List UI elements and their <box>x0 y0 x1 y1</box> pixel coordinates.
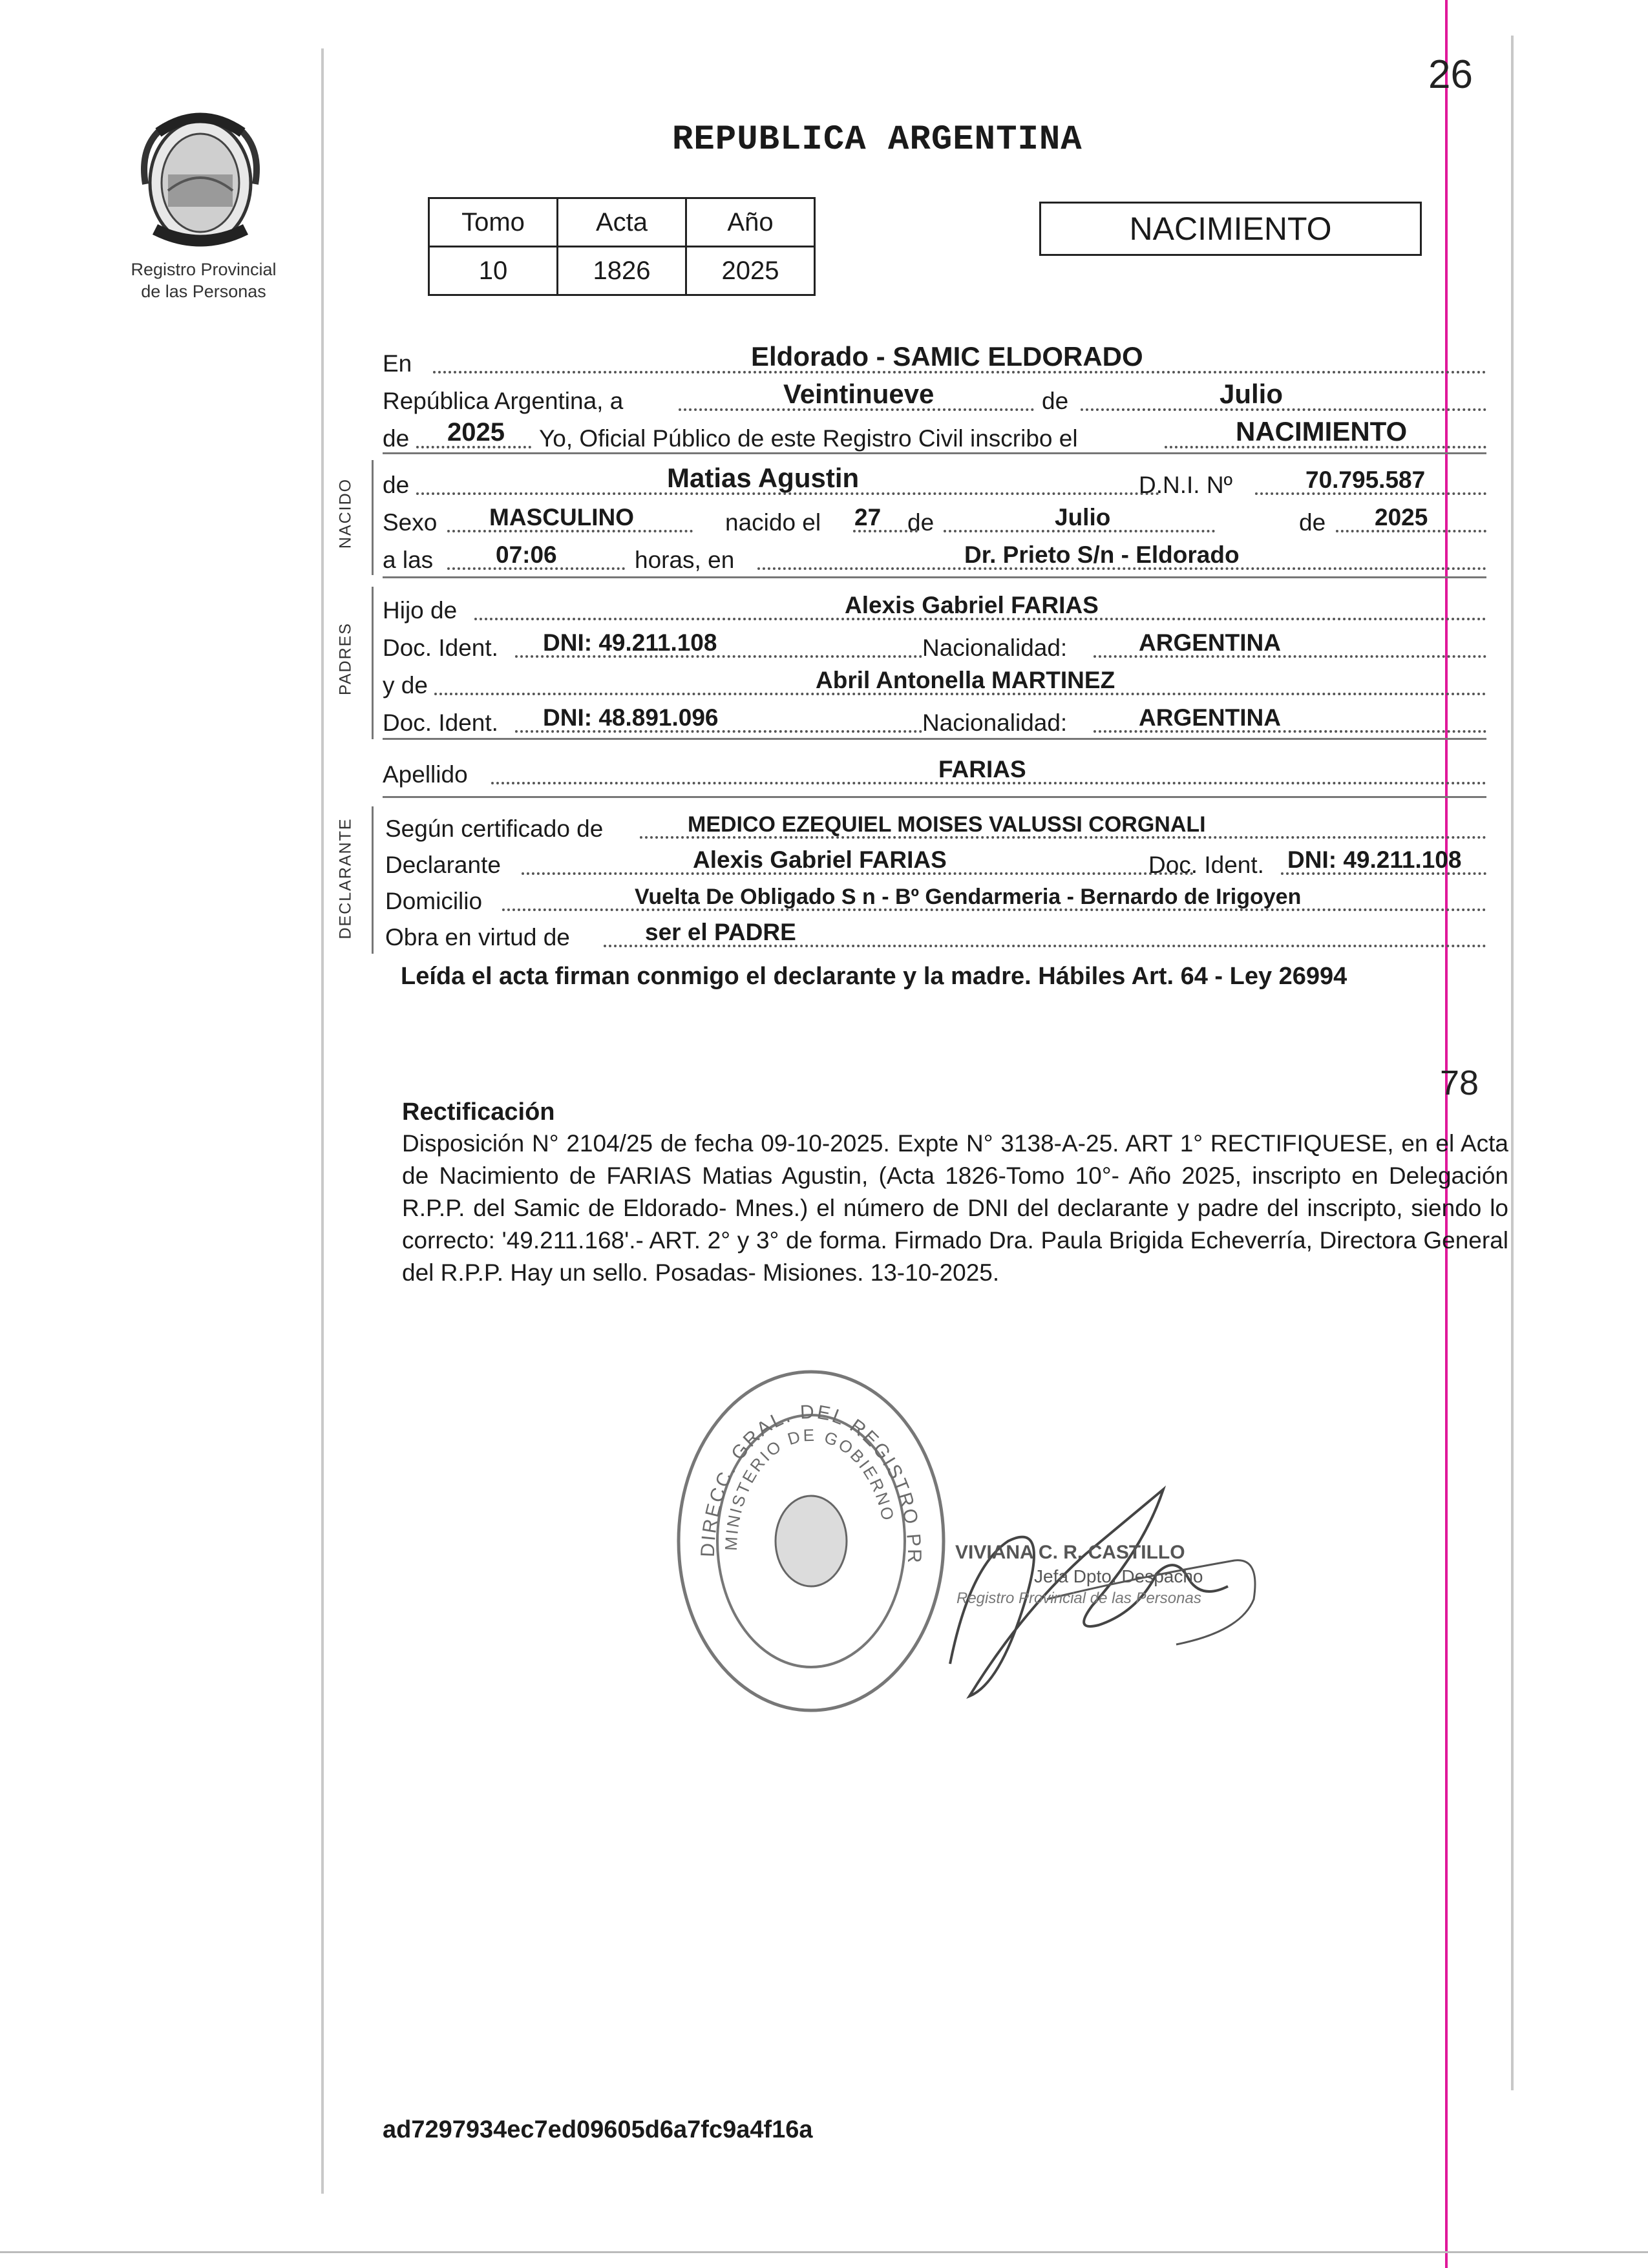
signatory-name: VIVIANA C. R. CASTILLO <box>955 1542 1185 1563</box>
document-title: REPUBLICA ARGENTINA <box>672 120 1083 160</box>
declarant-name-value: Alexis Gabriel FARIAS <box>693 846 947 873</box>
father-name-value: Alexis Gabriel FARIAS <box>845 592 1099 618</box>
record-table <box>428 197 816 296</box>
label: Yo, Oficial Público de este Registro Civil inscribo el <box>539 425 1078 452</box>
dotted-line <box>1081 408 1486 411</box>
label: horas, en <box>635 547 735 573</box>
row-mother <box>383 664 1486 702</box>
label: Nacionalidad: <box>922 709 1068 736</box>
record-table-header: Año <box>686 198 815 247</box>
label: Doc. Ident. <box>383 709 498 736</box>
row-date <box>383 380 1486 417</box>
label: Domicilio <box>385 888 483 914</box>
child-dni-value: 70.795.587 <box>1305 467 1426 493</box>
section-label-declarante: DECLARANTE <box>336 817 355 940</box>
document-hash: ad7297934ec7ed09605d6a7fc9a4f16a <box>383 2116 813 2143</box>
row-year <box>383 417 1486 455</box>
label: Apellido <box>383 761 468 788</box>
father-nationality-value: ARGENTINA <box>1139 629 1281 656</box>
record-table-cell: 1826 <box>558 247 686 295</box>
label: de <box>1042 388 1069 414</box>
record-type-box: NACIMIENTO <box>1039 202 1422 256</box>
label: D.N.I. Nº <box>1139 472 1233 498</box>
closing-statement: Leída el acta firman conmigo el declarante y la madre. Hábiles Art. 64 - Ley 26994 <box>401 963 1347 990</box>
row-surname <box>383 753 1486 791</box>
sex-value: MASCULINO <box>489 504 635 530</box>
label: Sexo <box>383 509 438 536</box>
address-value: Vuelta De Obligado S n - Bº Gendarmeria - Bernardo de Irigoyen <box>635 885 1302 909</box>
label: Obra en virtud de <box>385 924 570 950</box>
label: a las <box>383 547 434 573</box>
record-table-header: Tomo <box>429 198 558 247</box>
signatory-role: Jefa Dpto. Despacho <box>1034 1566 1203 1586</box>
label: y de <box>383 672 428 698</box>
record-table-header-row <box>429 198 815 247</box>
place-value: Eldorado - SAMIC ELDORADO <box>751 341 1143 372</box>
certificate-value: MEDICO EZEQUIEL MOISES VALUSSI CORGNALI <box>688 812 1206 837</box>
record-table-value-row <box>429 247 815 295</box>
section-bar <box>372 587 374 739</box>
mother-doc-value: DNI: 48.891.096 <box>543 704 719 731</box>
row-time <box>383 539 1486 576</box>
birth-day-value: 27 <box>854 504 882 530</box>
row-place <box>383 342 1486 380</box>
row-father-doc <box>383 627 1486 664</box>
row-father <box>383 589 1486 627</box>
section-rule <box>383 452 1486 454</box>
left-margin-line <box>321 48 324 2194</box>
birth-month-value: Julio <box>1055 504 1111 530</box>
right-margin-line <box>1511 36 1514 2090</box>
label: Según certificado de <box>385 815 604 842</box>
label: En <box>383 350 412 377</box>
capacity-value: ser el PADRE <box>645 919 796 945</box>
record-table-header: Acta <box>558 198 686 247</box>
rectification-number: 78 <box>1440 1064 1479 1102</box>
label: Doc. Ident. <box>1148 852 1264 878</box>
section-rule <box>383 738 1486 740</box>
bottom-edge-line <box>0 2251 1648 2253</box>
section-rule <box>383 796 1486 798</box>
label: de <box>1299 509 1326 536</box>
row-declarant <box>383 844 1486 881</box>
registry-name <box>97 258 310 302</box>
rectification-title: Rectificación <box>402 1098 555 1126</box>
child-name-value: Matias Agustin <box>667 463 860 493</box>
row-sex <box>383 501 1486 539</box>
birth-time-value: 07:06 <box>496 541 557 568</box>
row-mother-doc <box>383 702 1486 739</box>
father-doc-value: DNI: 49.211.108 <box>543 629 717 656</box>
birth-year-value: 2025 <box>1375 504 1428 530</box>
section-bar <box>372 460 374 575</box>
record-table-cell: 10 <box>429 247 558 295</box>
section-rule <box>383 576 1486 578</box>
surname-value: FARIAS <box>938 756 1026 782</box>
section-label-nacido: NACIDO <box>336 478 355 549</box>
official-stamp <box>669 1363 953 1719</box>
province-logo <box>120 107 281 255</box>
label: Hijo de <box>383 597 458 624</box>
label: de <box>907 509 935 536</box>
mother-nationality-value: ARGENTINA <box>1139 704 1281 731</box>
label: República Argentina, a <box>383 388 624 414</box>
month-value: Julio <box>1220 379 1284 409</box>
record-table-cell: 2025 <box>686 247 815 295</box>
label: Doc. Ident. <box>383 635 498 661</box>
act-value: NACIMIENTO <box>1236 416 1408 446</box>
stamp-outer-text: DIRECC. GRAL. DEL REGISTRO PR <box>697 1401 925 1565</box>
year-value: 2025 <box>447 418 505 446</box>
row-address <box>383 880 1486 918</box>
label: de <box>383 472 410 498</box>
row-capacity <box>383 916 1486 954</box>
page-number: 26 <box>1428 52 1473 97</box>
section-label-padres: PADRES <box>336 622 355 695</box>
day-value: Veintinueve <box>783 379 935 409</box>
signatory-office: Registro Provincial de las Personas <box>956 1590 1201 1607</box>
mother-name-value: Abril Antonella MARTINEZ <box>816 667 1115 693</box>
row-name <box>383 464 1486 501</box>
birth-place-value: Dr. Prieto S/n - Eldorado <box>964 541 1240 568</box>
rectification-body: Disposición N° 2104/25 de fecha 09-10-2025. Expte N° 3138-A-25. ART 1° RECTIFIQUESE, en el Acta de Nacimiento de FARIAS Matias Agustin, (Acta 1826-Tomo 10°- Año 2025, inscripto en Delegación R.P.P. del Samic de Eldorado- Mnes.) el número de DNI del declarante y padre del inscripto, siendo lo correcto: '49.211.168'.- ART. 2° y 3° de forma. Firmado Dra. Paula Brigida Echeverría, Directora General del R.P.P. Hay un sello. Posadas- Misiones. 13-10-2025. <box>402 1130 1508 1286</box>
declarant-doc-value: DNI: 49.211.108 <box>1287 846 1462 873</box>
registry-name-line2: de las Personas <box>141 282 266 301</box>
label: Declarante <box>385 852 501 878</box>
section-bar <box>372 806 374 954</box>
label: de <box>383 425 410 452</box>
label: Nacionalidad: <box>922 635 1068 661</box>
stamp-inner-text: MINISTERIO DE GOBIERNO <box>721 1425 898 1551</box>
label: nacido el <box>725 509 821 536</box>
registry-name-line1: Registro Provincial <box>131 260 277 279</box>
row-certificate <box>383 808 1486 845</box>
